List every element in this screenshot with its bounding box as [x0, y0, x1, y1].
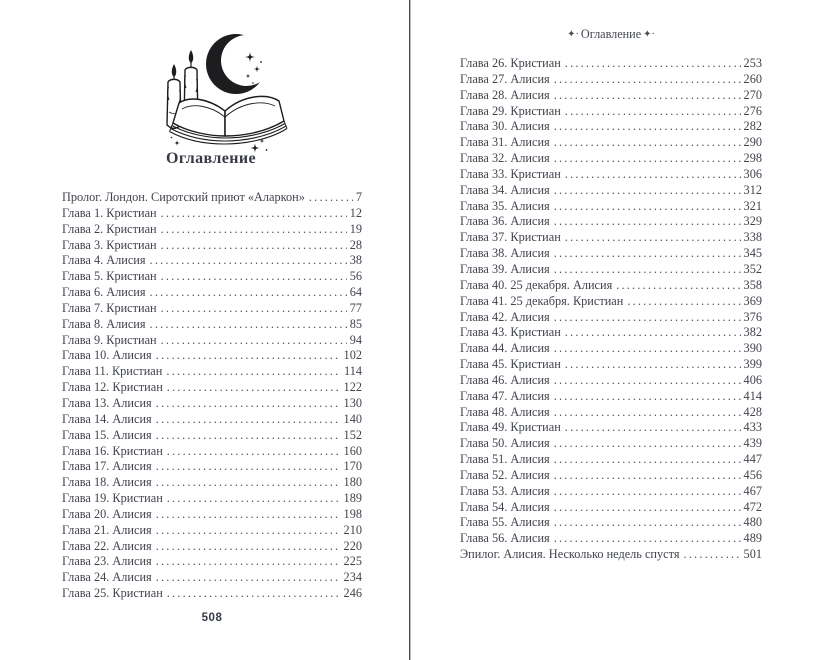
toc-heading: Оглавление: [166, 150, 256, 167]
dot-leader: [554, 151, 741, 166]
toc-entry: [460, 104, 762, 120]
toc-entry-page: 225: [343, 554, 362, 569]
toc-entry-title: Глава 48. Алисия: [460, 404, 550, 419]
toc-entry-page: 234: [343, 570, 362, 585]
dot-leader: [565, 167, 741, 182]
toc-entry: [460, 452, 762, 468]
toc-entry: [62, 459, 362, 475]
toc-entry-title: Глава 27. Алисия: [460, 71, 550, 86]
dot-leader: [156, 459, 341, 474]
toc-entry-page: 220: [343, 538, 362, 553]
dot-leader: [156, 570, 341, 585]
toc-entry: [62, 507, 362, 523]
toc-entry: [460, 246, 762, 262]
toc-entry: [460, 531, 762, 547]
dot-leader: [156, 554, 341, 569]
dot-leader: [554, 405, 741, 420]
toc-entry-page: 19: [349, 221, 362, 236]
dot-leader: [554, 452, 741, 467]
toc-entry-page: 253: [743, 56, 762, 70]
toc-entry-title: Глава 42. Алисия: [460, 309, 550, 324]
toc-entry-page: 260: [743, 71, 762, 86]
toc-entry-page: 140: [343, 411, 362, 426]
toc-entry-title: Глава 19. Кристиан: [62, 491, 163, 506]
toc-entry: [460, 468, 762, 484]
toc-entry-title: Глава 25. Кристиан: [62, 586, 163, 601]
toc-entry: [62, 444, 362, 460]
dot-leader: [309, 190, 353, 205]
toc-entry-title: Глава 16. Кристиан: [62, 443, 163, 458]
toc-entry-page: 467: [743, 483, 762, 498]
toc-entry-page: 122: [343, 380, 362, 395]
toc-list-left: [62, 190, 362, 602]
toc-entry-title: Глава 47. Алисия: [460, 388, 550, 403]
toc-entry: [460, 167, 762, 183]
folio-page-number: 508: [201, 612, 223, 624]
toc-entry: [460, 373, 762, 389]
dot-leader: [167, 491, 341, 506]
toc-entry: [62, 364, 362, 380]
dot-leader: [554, 214, 741, 229]
dot-leader: [554, 468, 741, 483]
dot-leader: [565, 230, 741, 245]
toc-entry-page: 94: [349, 332, 362, 347]
toc-entry-title: Глава 50. Алисия: [460, 436, 550, 451]
toc-entry-page: 298: [743, 151, 762, 166]
toc-entry: [460, 262, 762, 278]
toc-entry: [460, 420, 762, 436]
toc-entry-page: 210: [343, 522, 362, 537]
toc-entry: [460, 547, 762, 563]
toc-entry-title: Глава 35. Алисия: [460, 198, 550, 213]
toc-entry: [62, 348, 362, 364]
toc-entry-title: Глава 32. Алисия: [460, 151, 550, 166]
toc-entry-title: Глава 39. Алисия: [460, 261, 550, 276]
toc-entry-page: 270: [743, 87, 762, 102]
toc-entry-page: 290: [743, 135, 762, 150]
toc-entry: [62, 586, 362, 602]
toc-entry-page: 369: [743, 293, 762, 308]
dot-leader: [150, 317, 347, 332]
dot-leader: [565, 420, 741, 435]
dot-leader: [156, 523, 341, 538]
toc-entry-page: 38: [349, 253, 362, 268]
toc-entry-page: 399: [743, 357, 762, 372]
toc-entry-page: 472: [743, 499, 762, 514]
toc-entry-page: 414: [743, 388, 762, 403]
dot-leader: [554, 389, 741, 404]
dot-leader: [156, 428, 341, 443]
toc-entry-title: Глава 31. Алисия: [460, 135, 550, 150]
toc-entry: [460, 357, 762, 373]
toc-entry-title: Глава 18. Алисия: [62, 475, 152, 490]
toc-entry-page: 246: [343, 586, 362, 601]
toc-entry-title: Глава 4. Алисия: [62, 253, 146, 268]
toc-entry: [460, 515, 762, 531]
toc-entry-title: Эпилог. Алисия. Несколько недель спустя: [460, 547, 680, 562]
toc-entry-page: 439: [743, 436, 762, 451]
toc-entry-page: 433: [743, 420, 762, 435]
toc-entry-title: Глава 17. Алисия: [62, 459, 152, 474]
toc-entry-page: 321: [743, 198, 762, 213]
sparkle-decor-left-icon: ✦·: [567, 29, 579, 40]
toc-entry-title: Глава 36. Алисия: [460, 214, 550, 229]
toc-entry-title: Глава 12. Кристиан: [62, 380, 163, 395]
dot-leader: [554, 246, 741, 261]
dot-leader: [161, 206, 347, 221]
toc-entry: [460, 151, 762, 167]
toc-entry: [460, 183, 762, 199]
dot-leader: [156, 507, 341, 522]
toc-entry-title: Глава 23. Алисия: [62, 554, 152, 569]
toc-entry: [460, 389, 762, 405]
toc-entry-page: 198: [343, 506, 362, 521]
toc-entry: [62, 570, 362, 586]
moon-book-candles-illustration: [128, 24, 300, 160]
toc-entry-page: 480: [743, 515, 762, 530]
toc-entry: [62, 269, 362, 285]
toc-entry-title: Глава 24. Алисия: [62, 570, 152, 585]
toc-entry-title: Глава 53. Алисия: [460, 483, 550, 498]
toc-entry-page: 447: [743, 452, 762, 467]
toc-entry: [62, 222, 362, 238]
toc-entry: [62, 253, 362, 269]
toc-entry-page: 406: [743, 372, 762, 387]
dot-leader: [150, 253, 347, 268]
toc-entry-page: 56: [349, 269, 362, 284]
dot-leader: [161, 301, 347, 316]
toc-page-right: [411, 0, 820, 660]
toc-entry-title: Глава 49. Кристиан: [460, 420, 561, 435]
toc-entry-title: Глава 55. Алисия: [460, 515, 550, 530]
toc-entry: [62, 491, 362, 507]
toc-entry-title: Глава 26. Кристиан: [460, 56, 561, 70]
toc-entry: [62, 554, 362, 570]
toc-entry-page: 428: [743, 404, 762, 419]
dot-leader: [554, 500, 741, 515]
toc-entry: [460, 310, 762, 326]
dot-leader: [554, 373, 741, 388]
dot-leader: [167, 380, 341, 395]
dot-leader: [150, 285, 347, 300]
toc-entry: [62, 301, 362, 317]
toc-entry: [460, 278, 762, 294]
toc-entry-page: 501: [743, 547, 762, 562]
toc-entry-page: 456: [743, 467, 762, 482]
toc-entry: [460, 119, 762, 135]
toc-entry-title: Глава 6. Алисия: [62, 285, 146, 300]
moon-book-candles-icon: [128, 24, 300, 160]
toc-entry-title: Глава 52. Алисия: [460, 467, 550, 482]
toc-entry: [62, 523, 362, 539]
toc-entry-page: 489: [743, 531, 762, 546]
toc-entry-page: 382: [743, 325, 762, 340]
toc-entry-page: 376: [743, 309, 762, 324]
dot-leader: [554, 88, 741, 103]
dot-leader: [166, 364, 341, 379]
toc-entry: [62, 333, 362, 349]
toc-entry-title: Глава 44. Алисия: [460, 341, 550, 356]
toc-entry: [62, 412, 362, 428]
toc-entry: [62, 190, 362, 206]
toc-entry: [460, 325, 762, 341]
dot-leader: [554, 310, 741, 325]
toc-entry-page: 180: [343, 475, 362, 490]
toc-entry: [460, 199, 762, 215]
dot-leader: [565, 104, 741, 119]
toc-entry-page: 64: [349, 285, 362, 300]
toc-entry: [460, 135, 762, 151]
toc-entry-title: Глава 3. Кристиан: [62, 237, 157, 252]
toc-entry-page: 7: [355, 190, 362, 204]
toc-entry: [62, 238, 362, 254]
toc-entry-title: Глава 8. Алисия: [62, 316, 146, 331]
toc-entry: [62, 396, 362, 412]
toc-entry-page: 114: [344, 364, 362, 379]
dot-leader: [554, 262, 741, 277]
toc-entry: [460, 405, 762, 421]
toc-entry-page: 345: [743, 246, 762, 261]
toc-entry: [460, 88, 762, 104]
toc-entry-page: 282: [743, 119, 762, 134]
dot-leader: [554, 531, 741, 546]
dot-leader: [554, 484, 741, 499]
toc-entry: [62, 428, 362, 444]
toc-entry-title: Глава 51. Алисия: [460, 452, 550, 467]
toc-entry: [62, 539, 362, 555]
toc-entry-title: Глава 13. Алисия: [62, 395, 152, 410]
toc-entry-title: Глава 10. Алисия: [62, 348, 152, 363]
toc-entry-page: 77: [349, 300, 362, 315]
toc-entry: [62, 285, 362, 301]
dot-leader: [554, 515, 741, 530]
toc-entry-page: 189: [343, 491, 362, 506]
toc-entry-page: 85: [349, 316, 362, 331]
dot-leader: [167, 586, 341, 601]
toc-entry-title: Глава 56. Алисия: [460, 531, 550, 546]
toc-entry: [460, 500, 762, 516]
running-head: [460, 27, 762, 42]
toc-entry-title: Глава 30. Алисия: [460, 119, 550, 134]
toc-entry-title: Глава 7. Кристиан: [62, 300, 157, 315]
dot-leader: [156, 475, 341, 490]
toc-entry-page: 276: [743, 103, 762, 118]
toc-entry-title: Глава 5. Кристиан: [62, 269, 157, 284]
toc-entry-page: 152: [343, 427, 362, 442]
dot-leader: [554, 199, 741, 214]
toc-entry-title: Глава 29. Кристиан: [460, 103, 561, 118]
toc-entry-title: Глава 1. Кристиан: [62, 205, 157, 220]
toc-page-left: [0, 0, 409, 660]
toc-entry-title: Глава 43. Кристиан: [460, 325, 561, 340]
toc-entry-title: Глава 15. Алисия: [62, 427, 152, 442]
toc-list-right: [460, 56, 762, 563]
toc-entry: [460, 56, 762, 72]
toc-entry-title: Глава 41. 25 декабря. Кристиан: [460, 293, 624, 308]
toc-entry-title: Глава 40. 25 декабря. Алисия: [460, 277, 613, 292]
toc-entry-page: 390: [743, 341, 762, 356]
toc-entry-title: Глава 22. Алисия: [62, 538, 152, 553]
toc-entry-title: Глава 37. Кристиан: [460, 230, 561, 245]
toc-entry-title: Глава 28. Алисия: [460, 87, 550, 102]
dot-leader: [684, 547, 741, 562]
toc-entry: [460, 294, 762, 310]
toc-entry-page: 28: [349, 237, 362, 252]
dot-leader: [554, 341, 741, 356]
toc-entry-title: Глава 21. Алисия: [62, 522, 152, 537]
toc-entry: [460, 72, 762, 88]
toc-entry: [460, 341, 762, 357]
toc-entry-title: Глава 45. Кристиан: [460, 357, 561, 372]
dot-leader: [156, 539, 341, 554]
dot-leader: [554, 72, 741, 87]
toc-entry: [460, 230, 762, 246]
sparkle-decor-right-icon: ✦·: [643, 29, 655, 40]
toc-entry-page: 102: [343, 348, 362, 363]
dot-leader: [565, 357, 741, 372]
toc-entry-page: 358: [743, 277, 762, 292]
dot-leader: [161, 222, 347, 237]
toc-entry-title: Глава 38. Алисия: [460, 246, 550, 261]
toc-entry: [62, 206, 362, 222]
toc-entry-title: Глава 9. Кристиан: [62, 332, 157, 347]
toc-entry-title: Пролог. Лондон. Сиротский приют «Аларкон»: [62, 190, 305, 204]
toc-entry-title: Глава 54. Алисия: [460, 499, 550, 514]
toc-entry-page: 329: [743, 214, 762, 229]
toc-entry-page: 338: [743, 230, 762, 245]
dot-leader: [554, 119, 741, 134]
dot-leader: [554, 183, 741, 198]
toc-entry-page: 12: [349, 205, 362, 220]
toc-entry-title: Глава 20. Алисия: [62, 506, 152, 521]
dot-leader: [554, 135, 741, 150]
dot-leader: [156, 396, 341, 411]
toc-entry-page: 312: [743, 182, 762, 197]
toc-entry-title: Глава 46. Алисия: [460, 372, 550, 387]
running-head-title: Оглавление: [580, 27, 642, 41]
toc-entry: [62, 317, 362, 333]
toc-entry-title: Глава 34. Алисия: [460, 182, 550, 197]
toc-entry-title: Глава 33. Кристиан: [460, 166, 561, 181]
toc-entry-page: 130: [343, 395, 362, 410]
toc-entry: [460, 214, 762, 230]
dot-leader: [627, 294, 740, 309]
toc-entry: [62, 380, 362, 396]
toc-entry: [460, 484, 762, 500]
toc-entry-page: 352: [743, 261, 762, 276]
toc-entry-title: Глава 11. Кристиан: [62, 364, 163, 379]
dot-leader: [161, 238, 347, 253]
toc-entry-page: 160: [343, 443, 362, 458]
toc-entry: [62, 475, 362, 491]
dot-leader: [167, 444, 341, 459]
toc-entry-title: Глава 2. Кристиан: [62, 221, 157, 236]
toc-entry-page: 306: [743, 166, 762, 181]
dot-leader: [161, 269, 347, 284]
dot-leader: [554, 436, 741, 451]
dot-leader: [616, 278, 740, 293]
dot-leader: [161, 333, 347, 348]
dot-leader: [156, 348, 341, 363]
toc-entry-page: 170: [343, 459, 362, 474]
toc-entry-title: Глава 14. Алисия: [62, 411, 152, 426]
dot-leader: [565, 325, 741, 340]
dot-leader: [565, 56, 741, 71]
toc-entry: [460, 436, 762, 452]
dot-leader: [156, 412, 341, 427]
